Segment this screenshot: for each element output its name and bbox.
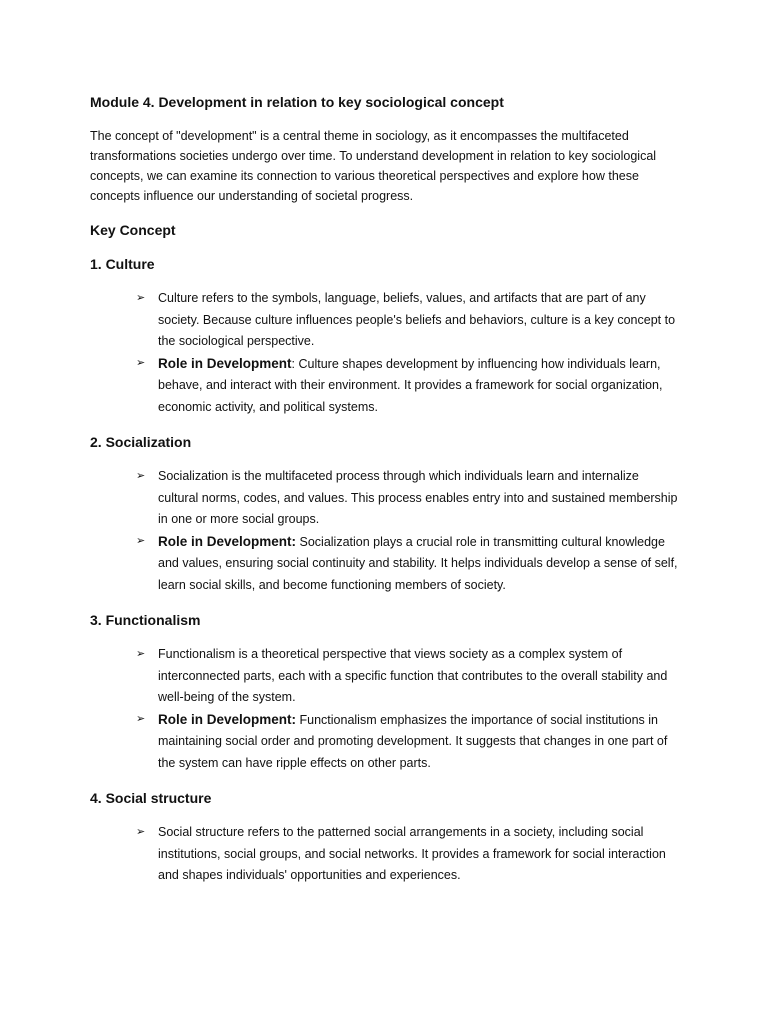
key-concept-heading: Key Concept (90, 222, 176, 238)
section-heading-culture: 1. Culture (90, 256, 155, 272)
document-page (90, 92, 678, 901)
arrow-bullet-icon: ➢ (136, 712, 146, 725)
functionalism-definition: Functionalism is a theoretical perspective that views society as a complex system of interconnected parts, each with a specific function that contributes to the overall stability and well-being of the system. (158, 647, 668, 704)
role-label: Role in Development (158, 355, 292, 371)
functionalism-bullet-list (90, 644, 678, 774)
arrow-bullet-icon: ➢ (136, 292, 146, 304)
socialization-bullet-list (90, 466, 678, 596)
list-item (90, 709, 678, 775)
section-heading-socialization: 2. Socialization (90, 434, 192, 450)
intro-paragraph: The concept of "development" is a central theme in sociology, as it encompasses the multifaceted transformations societies undergo over time. To understand development in relation to key sociological concepts, we can examine its connection to various theoretical perspectives and explore how these concepts influence our understanding of societal progress. (90, 129, 657, 203)
section-heading-social-structure: 4. Social structure (90, 790, 212, 806)
socialization-definition: Socialization is the multifaceted process through which individuals learn and internalize cultural norms, codes, and values. This process enables entry into and sustained membership in one or more social groups. (158, 469, 678, 526)
culture-definition: Culture refers to the symbols, language, beliefs, values, and artifacts that are part of any society. Because culture influences people's beliefs and behaviors, culture is a key concept to the sociological perspective. (158, 291, 676, 348)
role-label: Role in Development: (158, 533, 297, 549)
socialization-role-text: Socialization plays a crucial role in transmitting cultural knowledge and values, ensuring social continuity and stability. It helps individuals develop a sense of self, learn social skills, and become functioning members of society. (158, 534, 678, 592)
culture-role-text: : Culture shapes development by influencing how individuals learn, behave, and interact with their environment. It provides a framework for social organization, economic activity, and political systems. (158, 356, 663, 414)
arrow-bullet-icon: ➢ (136, 648, 146, 660)
document-title: Module 4. Development in relation to key sociological concept (90, 94, 504, 110)
arrow-bullet-icon: ➢ (136, 826, 146, 838)
list-item (90, 466, 678, 531)
list-item (90, 531, 678, 597)
role-label: Role in Development: (158, 711, 297, 727)
list-item (90, 822, 678, 887)
social-structure-bullet-list (90, 822, 678, 887)
arrow-bullet-icon: ➢ (136, 470, 146, 482)
culture-bullet-list (90, 288, 678, 418)
list-item (90, 353, 678, 419)
arrow-bullet-icon: ➢ (136, 356, 146, 369)
functionalism-role-text: Functionalism emphasizes the importance of social institutions in maintaining social order and promoting development. It suggests that changes in one part of the system can have ripple effects on other parts. (158, 712, 668, 770)
section-heading-functionalism: 3. Functionalism (90, 612, 201, 628)
social-structure-definition: Social structure refers to the patterned social arrangements in a society, including social institutions, social groups, and social networks. It provides a framework for social interaction and shapes individuals' opportunities and experiences. (158, 825, 666, 882)
list-item (90, 288, 678, 353)
list-item (90, 644, 678, 709)
arrow-bullet-icon: ➢ (136, 534, 146, 547)
